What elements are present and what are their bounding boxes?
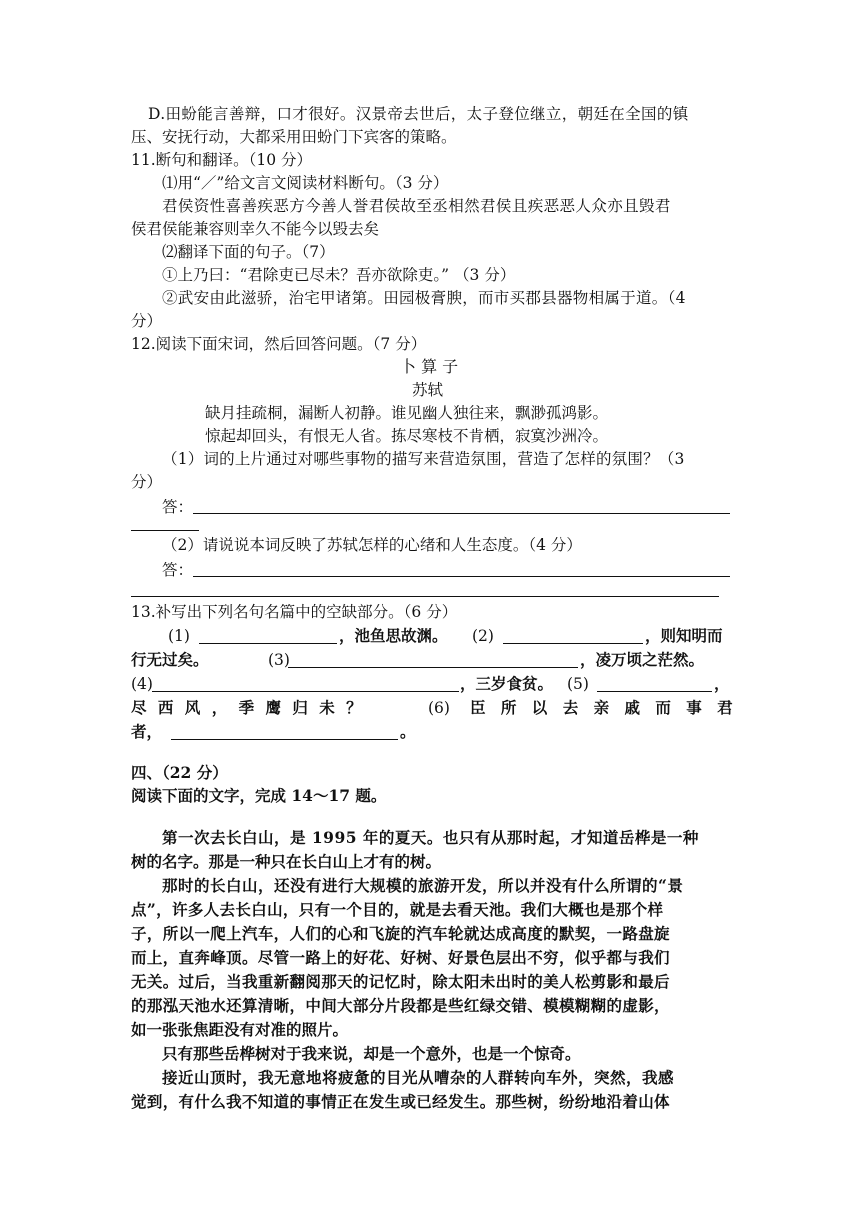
fill-blank-3[interactable] bbox=[288, 667, 578, 668]
section4-instruction: 阅读下面的文字，完成 14～17 题。 bbox=[131, 786, 387, 805]
q11-passage-line2: 侯君侯能兼容则幸久不能今以毁去矣 bbox=[131, 220, 380, 238]
q11-part1: ⑴用“／”给文言文阅读材料断句。（3 分） bbox=[162, 174, 449, 192]
poem-author: 苏轼 bbox=[412, 381, 444, 399]
answer-line-2[interactable] bbox=[193, 576, 730, 577]
article-line8: 的那泓天池水还算清晰，中间大部分片段都是些红绿交错、模模糊糊的虚影， bbox=[131, 996, 670, 1015]
q10-option-d-line2: 压、安抚行动，大都采用田蚡门下宾客的策略。 bbox=[131, 128, 457, 146]
answer-label-1: 答： bbox=[162, 498, 194, 516]
answer-line-1[interactable] bbox=[193, 513, 730, 514]
answer-line-1b[interactable] bbox=[131, 530, 199, 531]
q13-item3-num: (3) bbox=[268, 651, 290, 669]
q11-passage-line1: 君侯资性喜善疾恶方今善人誉君侯故至丞相然君侯且疾恶恶人众亦且毁君 bbox=[162, 197, 671, 215]
q12-title: 12.阅读下面宋词，然后回答问题。（7 分） bbox=[131, 335, 427, 353]
q13-item3-text: ，凌万顷之茫然。 bbox=[580, 650, 705, 669]
article-line4: 点”，许多人去长白山，只有一个目的，就是去看天池。我们大概也是那个样 bbox=[131, 900, 664, 919]
article-line12: 觉到，有什么我不知道的事情正在发生或已经发生。那些树，纷纷地沿着山体 bbox=[131, 1092, 670, 1111]
q13-title: 13.补写出下列名句名篇中的空缺部分。（6 分） bbox=[131, 603, 458, 621]
fill-blank-6[interactable] bbox=[171, 739, 398, 740]
q12-sub1-line1: （1）词的上片通过对哪些事物的描写来营造氛围，营造了怎样的氛围？（3 bbox=[162, 450, 685, 468]
article-line3: 那时的长白山，还没有进行大规模的旅游开发，所以并没有什么所谓的“景 bbox=[162, 876, 684, 895]
q13-item4-text: ，三岁食贫。 bbox=[460, 674, 554, 693]
article-line2: 树的名字。那是一种只在长白山上才有的树。 bbox=[131, 852, 442, 871]
q13-item6-num: (6) bbox=[428, 699, 450, 717]
q13-item6-end: 。 bbox=[400, 722, 416, 741]
poem-verse1: 缺月挂疏桐，漏断人初静。谁见幽人独往来，飘渺孤鸿影。 bbox=[205, 404, 609, 422]
q11-sentence2-line2: 分） bbox=[131, 312, 163, 330]
article-line7: 无关。过后，当我重新翻阅那天的记忆时，除太阳未出时的美人松剪影和最后 bbox=[131, 972, 670, 991]
article-line10: 只有那些岳桦树对于我来说，却是一个意外，也是一个惊奇。 bbox=[162, 1044, 581, 1063]
fill-blank-4[interactable] bbox=[152, 691, 459, 692]
q12-sub2: （2）请说说本词反映了苏轼怎样的心绪和人生态度。（4 分） bbox=[162, 536, 582, 554]
q11-sentence1: ①上乃曰：“君除吏已尽未？吾亦欲除吏。” （3 分） bbox=[162, 266, 516, 284]
q13-item5-text: 尽 西 风 ， 季 鹰 归 未 ？ bbox=[131, 698, 365, 717]
q13-item5-comma: ， bbox=[714, 674, 730, 693]
article-line1: 第一次去长白山，是 1995 年的夏天。也只有从那时起，才知道岳桦是一种 bbox=[162, 828, 699, 847]
answer-line-2b[interactable] bbox=[131, 596, 719, 597]
q13-item2-text-cont: 行无过矣。 bbox=[131, 650, 209, 669]
fill-blank-1[interactable] bbox=[199, 643, 337, 644]
q13-item6-text: 臣 所 以 去 亲 戚 而 事 君 bbox=[470, 698, 738, 717]
q13-item4-num: (4) bbox=[131, 675, 153, 693]
q11-part2: ⑵翻译下面的句子。（7） bbox=[162, 243, 335, 261]
q11-sentence2-line1: ②武安由此滋骄，治宅甲诸第。田园极膏腴，而市买郡县器物相属于道。（4 bbox=[162, 289, 686, 307]
article-line9: 如一张张焦距没有对准的照片。 bbox=[131, 1020, 349, 1039]
fill-blank-2[interactable] bbox=[503, 643, 643, 644]
q13-item1-num: (1) bbox=[168, 627, 190, 645]
article-line6: 而上，直奔峰顶。尽管一路上的好花、好树、好景色层出不穷，似乎都与我们 bbox=[131, 948, 670, 967]
poem-title: 卜 算 子 bbox=[400, 357, 459, 376]
q11-title: 11.断句和翻译。（10 分） bbox=[131, 151, 313, 169]
article-line5: 子，所以一爬上汽车，人们的心和飞旋的汽车轮就达成高度的默契，一路盘旋 bbox=[131, 924, 670, 943]
fill-blank-5[interactable] bbox=[597, 691, 712, 692]
section4-heading: 四、（22 分） bbox=[131, 763, 228, 782]
q13-item1-text: ，池鱼思故渊。 bbox=[339, 626, 448, 645]
q13-item2-num: (2) bbox=[472, 627, 494, 645]
q13-item5-num: (5) bbox=[567, 675, 589, 693]
q13-item6-text-cont: 者， bbox=[131, 722, 163, 741]
q12-sub1-line2: 分） bbox=[131, 473, 163, 491]
q10-option-d-line1: D.田蚡能言善辩，口才很好。汉景帝去世后，太子登位继立，朝廷在全国的镇 bbox=[148, 105, 689, 123]
answer-label-2: 答： bbox=[162, 561, 194, 579]
poem-verse2: 惊起却回头，有恨无人省。拣尽寒枝不肯栖，寂寞沙洲冷。 bbox=[205, 427, 609, 445]
article-line11: 接近山顶时，我无意地将疲惫的目光从嘈杂的人群转向车外，突然，我感 bbox=[162, 1068, 675, 1087]
q13-item2-text: ，则知明而 bbox=[645, 626, 723, 645]
